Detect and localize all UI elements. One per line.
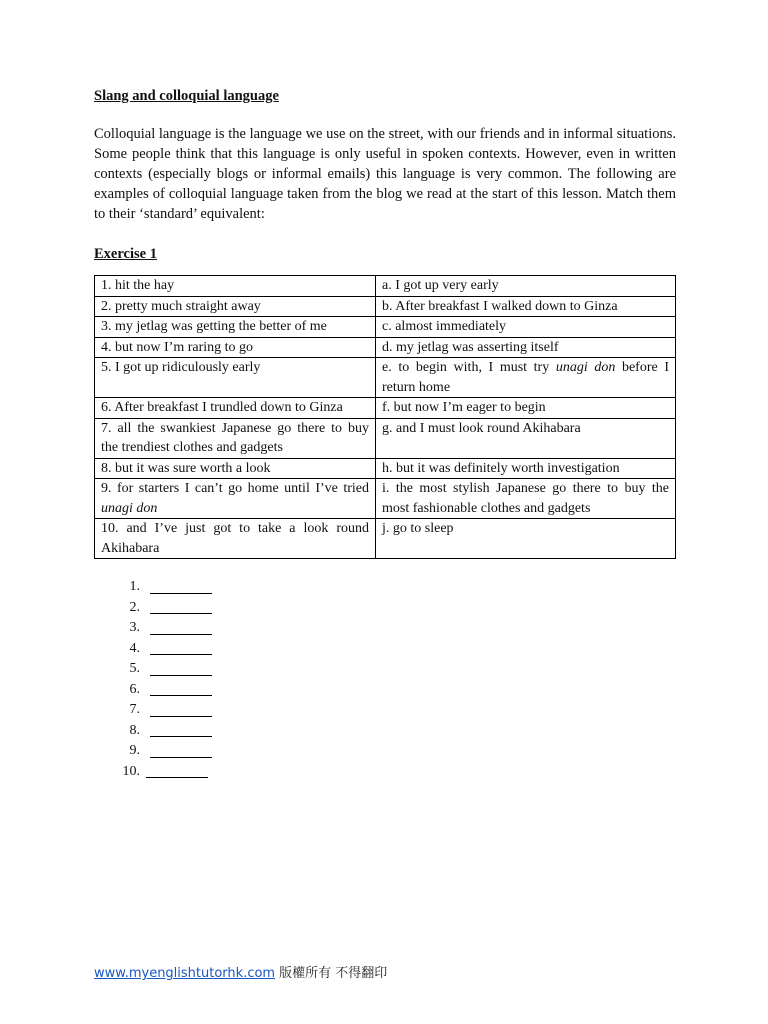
table-cell-colloquial: 6. After breakfast I trundled down to Ginza xyxy=(95,398,376,419)
answer-blank[interactable] xyxy=(150,745,212,758)
table-cell-colloquial: 4. but now I’m raring to go xyxy=(95,337,376,358)
table-cell-standard: a. I got up very early xyxy=(376,276,676,297)
text-segment: 9. for starters I can’t go home until I’ve tried xyxy=(101,481,369,496)
worksheet xyxy=(94,86,676,782)
answer-item xyxy=(118,618,676,639)
table-row xyxy=(95,296,676,317)
table-cell-colloquial xyxy=(95,479,376,519)
table-row xyxy=(95,519,676,559)
answer-item xyxy=(118,577,676,598)
table-cell-standard xyxy=(376,358,676,398)
exercise-title: Exercise 1 xyxy=(94,246,157,262)
text-segment: e. to begin with, I must try xyxy=(382,360,556,375)
table-row xyxy=(95,458,676,479)
table-cell-colloquial: 5. I got up ridiculously early xyxy=(95,358,376,398)
answer-blank[interactable] xyxy=(150,704,212,717)
copyright-notice: 版權所有 不得翻印 xyxy=(279,966,388,981)
answer-number: 7. xyxy=(129,702,140,718)
table-row xyxy=(95,337,676,358)
answer-item xyxy=(118,598,676,619)
table-row xyxy=(95,276,676,297)
table-cell-colloquial: 10. and I’ve just got to take a look round Akihabara xyxy=(95,519,376,559)
table-row xyxy=(95,418,676,458)
table-cell-standard: i. the most stylish Japanese go there to buy the most fashionable clothes and gadgets xyxy=(376,479,676,519)
table-cell-colloquial: 3. my jetlag was getting the better of me xyxy=(95,317,376,338)
answer-number: 10. xyxy=(122,763,140,779)
answer-blank[interactable] xyxy=(150,581,212,594)
table-cell-standard: j. go to sleep xyxy=(376,519,676,559)
table-cell-colloquial: 1. hit the hay xyxy=(95,276,376,297)
answer-number: 3. xyxy=(129,620,140,636)
answer-blank[interactable] xyxy=(146,765,208,778)
answer-blank[interactable] xyxy=(150,663,212,676)
table-cell-colloquial: 7. all the swankiest Japanese go there to buy the trendiest clothes and gadgets xyxy=(95,418,376,458)
answer-item xyxy=(118,741,676,762)
table-row xyxy=(95,317,676,338)
table-cell-colloquial: 8. but it was sure worth a look xyxy=(95,458,376,479)
answer-item xyxy=(118,680,676,701)
website-link[interactable]: www.myenglishtutorhk.com xyxy=(94,966,276,981)
answer-blank[interactable] xyxy=(150,601,212,614)
answer-number: 8. xyxy=(129,722,140,738)
page-footer xyxy=(94,962,387,981)
table-row xyxy=(95,479,676,519)
answer-item xyxy=(118,639,676,660)
intro-paragraph: Colloquial language is the language we use on the street, with our friends and in informal situations. Some people think that this language is only useful in spoken contexts. However, even in written contexts (especially blogs or informal emails) this language is very common. The following are examples of colloquial language taken from the blog we read at the start of this lesson. Match them to their ‘standard’ equivalent: xyxy=(94,126,676,222)
document-title: Slang and colloquial language xyxy=(94,88,279,104)
answer-blank[interactable] xyxy=(150,622,212,635)
answer-number: 9. xyxy=(129,743,140,759)
answer-item xyxy=(118,721,676,742)
table-cell-standard: c. almost immediately xyxy=(376,317,676,338)
table-cell-colloquial: 2. pretty much straight away xyxy=(95,296,376,317)
answer-number: 1. xyxy=(129,579,140,595)
matching-table xyxy=(94,275,676,559)
answer-item xyxy=(118,700,676,721)
answer-number: 5. xyxy=(129,661,140,677)
table-cell-standard: b. After breakfast I walked down to Ginza xyxy=(376,296,676,317)
text-segment: before I return home xyxy=(382,360,670,395)
answer-item xyxy=(118,762,676,783)
italic-term: unagi don xyxy=(101,500,158,516)
table-row xyxy=(95,398,676,419)
answer-number: 4. xyxy=(129,640,140,656)
answer-blank[interactable] xyxy=(150,724,212,737)
answer-list xyxy=(94,577,676,782)
table-cell-standard: h. but it was definitely worth investigation xyxy=(376,458,676,479)
table-cell-standard: d. my jetlag was asserting itself xyxy=(376,337,676,358)
answer-item xyxy=(118,659,676,680)
answer-blank[interactable] xyxy=(150,683,212,696)
italic-term: unagi don xyxy=(555,360,616,375)
table-cell-standard: f. but now I’m eager to begin xyxy=(376,398,676,419)
table-cell-standard: g. and I must look round Akihabara xyxy=(376,418,676,458)
answer-number: 6. xyxy=(129,681,140,697)
answer-blank[interactable] xyxy=(150,642,212,655)
answer-number: 2. xyxy=(129,599,140,615)
table-row xyxy=(95,358,676,398)
